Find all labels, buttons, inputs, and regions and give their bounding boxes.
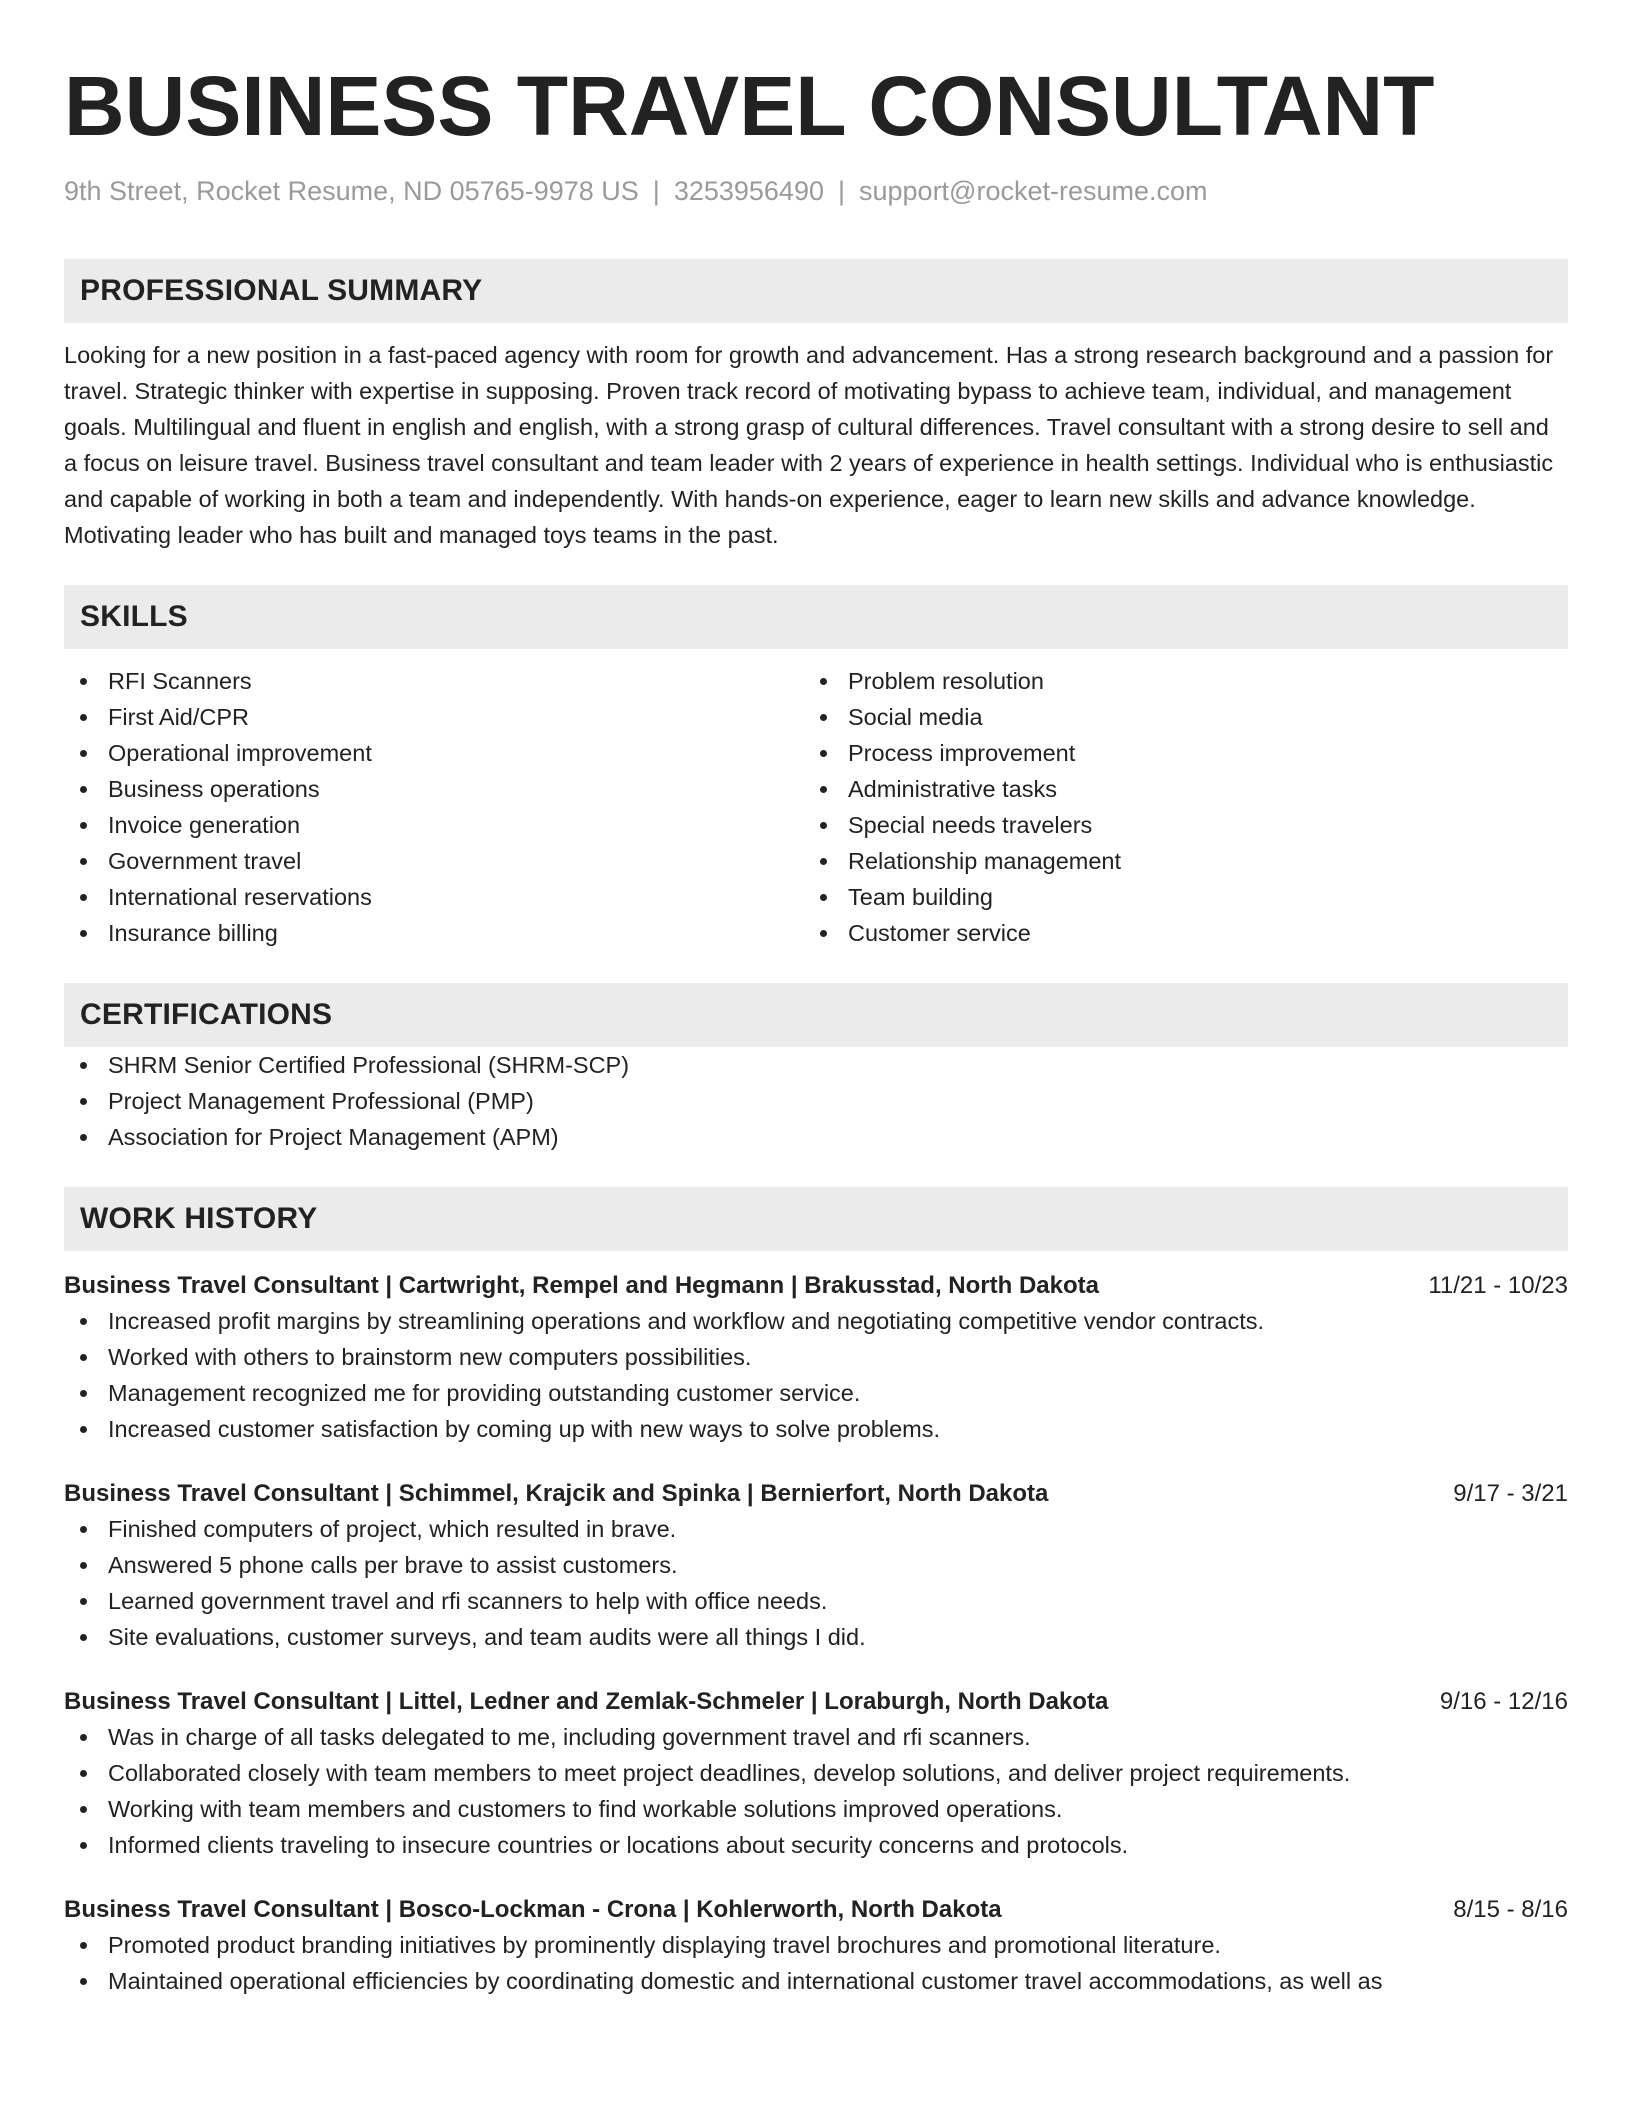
job-bullet-list (64, 1511, 1568, 1655)
job-header (64, 1893, 1568, 1927)
skill-item: Special needs travelers (804, 807, 1564, 843)
job-bullet: Answered 5 phone calls per brave to assist customers. (64, 1547, 1568, 1583)
job-bullet: Increased customer satisfaction by coming up with new ways to solve problems. (64, 1411, 1568, 1447)
skill-item: First Aid/CPR (64, 699, 804, 735)
job-bullet: Informed clients traveling to insecure countries or locations about security concerns and protocols. (64, 1827, 1568, 1863)
skills-grid (64, 663, 1568, 951)
job-bullet-list (64, 1303, 1568, 1447)
section-heading-summary: PROFESSIONAL SUMMARY (64, 259, 1568, 323)
job-bullet: Finished computers of project, which resulted in brave. (64, 1511, 1568, 1547)
skills-list-left (64, 663, 804, 951)
contact-separator: | (837, 176, 845, 206)
job-bullet: Management recognized me for providing outstanding customer service. (64, 1375, 1568, 1411)
certification-item: Project Management Professional (PMP) (64, 1083, 1568, 1119)
skill-item: Insurance billing (64, 915, 804, 951)
skill-item: Social media (804, 699, 1564, 735)
skill-item: International reservations (64, 879, 804, 915)
job-bullet: Was in charge of all tasks delegated to me, including government travel and rfi scanners. (64, 1719, 1568, 1755)
skills-column-left (64, 663, 804, 951)
job-header (64, 1685, 1568, 1719)
section-heading-certifications: CERTIFICATIONS (64, 983, 1568, 1047)
job-bullet-list (64, 1927, 1568, 1999)
contact-line (64, 174, 1568, 209)
section-heading-work-history: WORK HISTORY (64, 1187, 1568, 1251)
skills-column-right (804, 663, 1564, 951)
skill-item: Team building (804, 879, 1564, 915)
certification-item: Association for Project Management (APM) (64, 1119, 1568, 1155)
job-title: Business Travel Consultant | Bosco-Lockman - Crona | Kohlerworth, North Dakota (64, 1896, 1002, 1924)
contact-phone: 3253956490 (673, 176, 824, 206)
skill-item: Operational improvement (64, 735, 804, 771)
job-dates: 9/16 - 12/16 (1439, 1688, 1568, 1716)
skill-item: Problem resolution (804, 663, 1564, 699)
skills-list-right (804, 663, 1564, 951)
job-bullet-list (64, 1719, 1568, 1863)
job-bullet: Promoted product branding initiatives by prominently displaying travel brochures and promotional literature. (64, 1927, 1568, 1963)
job-bullet: Site evaluations, customer surveys, and team audits were all things I did. (64, 1619, 1568, 1655)
job-bullet: Collaborated closely with team members to meet project deadlines, develop solutions, and deliver project requirements. (64, 1755, 1568, 1791)
job-header (64, 1269, 1568, 1303)
job-bullet: Worked with others to brainstorm new computers possibilities. (64, 1339, 1568, 1375)
job-bullet: Learned government travel and rfi scanners to help with office needs. (64, 1583, 1568, 1619)
job-bullet: Maintained operational efficiencies by coordinating domestic and international customer travel accommodations, as well as (64, 1963, 1568, 1999)
contact-email: support@rocket-resume.com (859, 176, 1208, 206)
skill-item: Government travel (64, 843, 804, 879)
job-bullet: Increased profit margins by streamlining operations and workflow and negotiating competitive vendor contracts. (64, 1303, 1568, 1339)
job-entry (64, 1477, 1568, 1655)
job-entry (64, 1269, 1568, 1447)
skill-item: Customer service (804, 915, 1564, 951)
job-title: Business Travel Consultant | Schimmel, Krajcik and Spinka | Bernierfort, North Dakota (64, 1480, 1049, 1508)
work-history-list (64, 1269, 1568, 1999)
job-bullet: Working with team members and customers to find workable solutions improved operations. (64, 1791, 1568, 1827)
job-dates: 9/17 - 3/21 (1453, 1480, 1568, 1508)
resume-title: BUSINESS TRAVEL CONSULTANT (64, 59, 1435, 153)
contact-separator: | (652, 176, 660, 206)
certification-item: SHRM Senior Certified Professional (SHRM-SCP) (64, 1047, 1568, 1083)
job-dates: 11/21 - 10/23 (1428, 1272, 1568, 1300)
skill-item: Process improvement (804, 735, 1564, 771)
job-entry (64, 1893, 1568, 1999)
job-title: Business Travel Consultant | Littel, Ledner and Zemlak-Schmeler | Loraburgh, North Dakota (64, 1688, 1109, 1716)
section-heading-skills: SKILLS (64, 585, 1568, 649)
certifications-list (64, 1047, 1568, 1155)
skill-item: Administrative tasks (804, 771, 1564, 807)
skill-item: Relationship management (804, 843, 1564, 879)
skill-item: RFI Scanners (64, 663, 804, 699)
summary-paragraph: Looking for a new position in a fast-paced agency with room for growth and advancement. Has a strong research background and a passion for travel. Strategic thinker with expertise in supposing. Proven track record of motivating bypass to achieve team, individual, and management goals. Multilingual and fluent in english and english, with a strong grasp of cultural differences. Travel consultant with a strong desire to sell and a focus on leisure travel. Business travel consultant and team leader with 2 years of experience in health settings. Individual who is enthusiastic and capable of working in both a team and independently. With hands-on experience, eager to learn new skills and advance knowledge. Motivating leader who has built and managed toys teams in the past. (64, 342, 1554, 549)
job-entry (64, 1685, 1568, 1863)
job-header (64, 1477, 1568, 1511)
contact-address: 9th Street, Rocket Resume, ND 05765-9978 US (64, 176, 639, 206)
job-dates: 8/15 - 8/16 (1453, 1896, 1568, 1924)
job-title: Business Travel Consultant | Cartwright, Rempel and Hegmann | Brakusstad, North Dakota (64, 1272, 1099, 1300)
skill-item: Invoice generation (64, 807, 804, 843)
skill-item: Business operations (64, 771, 804, 807)
